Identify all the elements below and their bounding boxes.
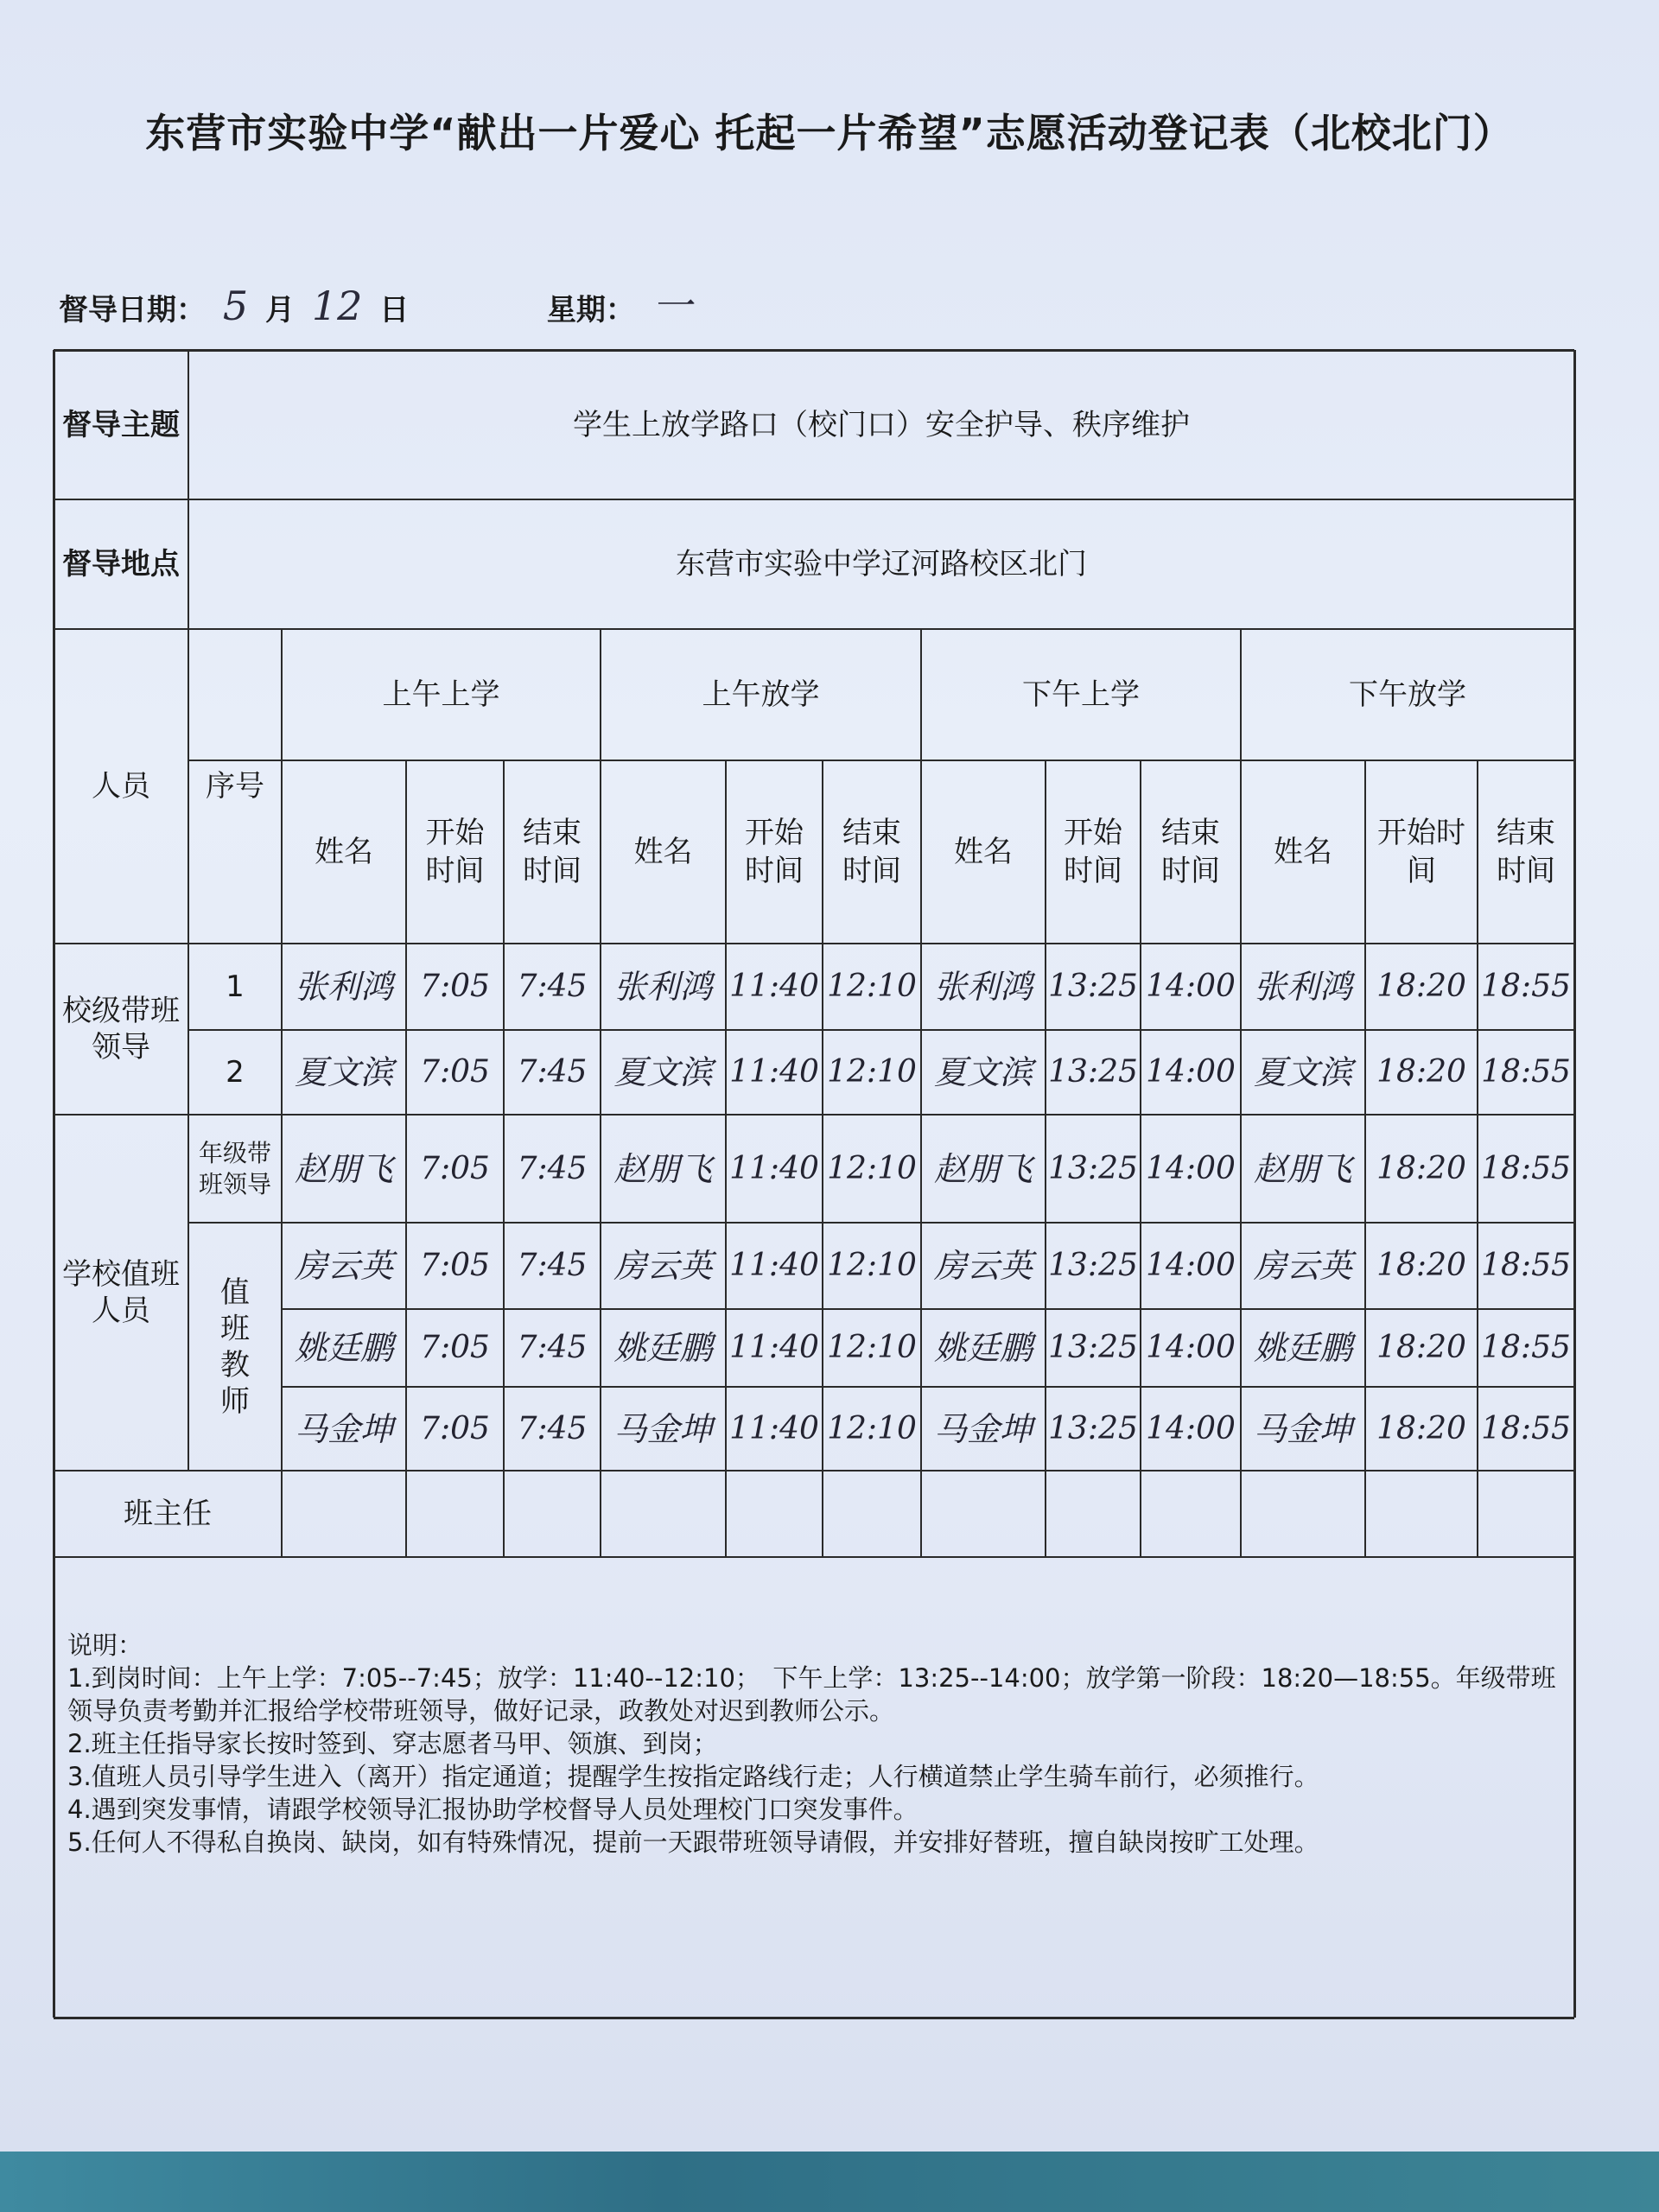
start-time-value: 11:40 (729, 969, 819, 1004)
start-time-value: 13:25 (1048, 969, 1138, 1004)
signature-name: 房云英 (1253, 1247, 1352, 1285)
header-person: 人员 (92, 769, 150, 804)
header-name: 姓名 (954, 835, 1013, 869)
header-start-time: 开始时间 (1064, 816, 1122, 888)
header-name: 姓名 (315, 835, 373, 869)
end-time-value: 7:45 (517, 969, 588, 1004)
header-start-time: 开始时间 (745, 816, 804, 888)
note-item: 1.到岗时间：上午上学：7:05--7:45；放学：11:40--12:10； 下午上学：13:25--14:00；放学第一阶段：18:20—18:55。年级带班领导负责考勤并汇报给学校带班领导，做好记录，政教处对迟到教师公示。 (67, 1663, 1556, 1726)
header-start-time: 开始时间 (1377, 816, 1465, 888)
header-end-time: 结束时间 (842, 816, 901, 888)
table-surface (0, 2152, 1659, 2212)
end-time-value: 14:00 (1146, 1150, 1236, 1186)
notes-section (67, 1629, 1562, 1859)
start-time-value: 18:20 (1376, 1410, 1466, 1446)
signature-name: 张利鸿 (294, 968, 393, 1006)
theme-value: 学生上放学路口（校门口）安全护导、秩序维护 (573, 407, 1190, 442)
theme-label: 督导主题 (62, 407, 180, 442)
header-period: 上午放学 (702, 677, 820, 712)
signature-name: 姚廷鹏 (613, 1329, 713, 1367)
note-item: 2.班主任指导家长按时签到、穿志愿者马甲、领旗、到岗； (67, 1729, 718, 1758)
header-start-time: 开始时间 (425, 816, 485, 888)
end-time-value: 12:10 (827, 1150, 917, 1186)
end-time-value: 12:10 (827, 969, 917, 1004)
weekday-value: 一 (652, 283, 692, 329)
end-time-value: 14:00 (1146, 1330, 1236, 1365)
signature-name: 夏文滨 (933, 1053, 1033, 1091)
signature-name: 张利鸿 (933, 968, 1033, 1006)
end-time-value: 18:55 (1481, 1150, 1571, 1186)
note-item: 5.任何人不得私自换岗、缺岗，如有特殊情况，提前一天跟带班领导请假，并安排好替班，擅自缺岗按旷工处理。 (67, 1827, 1319, 1857)
start-time-value: 7:05 (420, 969, 490, 1004)
header-period: 下午放学 (1349, 677, 1466, 712)
signature-name: 赵朋飞 (1253, 1149, 1352, 1188)
signature-name: 张利鸿 (1253, 968, 1352, 1006)
signature-name: 房云英 (933, 1247, 1033, 1285)
end-time-value: 12:10 (827, 1330, 917, 1365)
date-month: 5 (222, 283, 249, 329)
end-time-value: 7:45 (517, 1410, 588, 1446)
date-day: 12 (311, 283, 363, 329)
start-time-value: 11:40 (729, 1054, 819, 1090)
row-seq: 2 (226, 1055, 245, 1090)
signature-name: 姚廷鹏 (294, 1329, 393, 1367)
location-label: 督导地点 (62, 547, 180, 582)
signature-name: 房云英 (613, 1247, 713, 1285)
start-time-value: 7:05 (420, 1248, 490, 1283)
start-time-value: 18:20 (1376, 1248, 1466, 1283)
header-end-time: 结束时间 (1161, 816, 1220, 888)
signature-name: 姚廷鹏 (1253, 1329, 1352, 1367)
signature-name: 夏文滨 (294, 1053, 393, 1091)
end-time-value: 18:55 (1481, 1054, 1571, 1090)
header-end-time: 结束时间 (523, 816, 582, 888)
date-day-unit: 日 (379, 293, 410, 327)
signature-name: 张利鸿 (613, 968, 713, 1006)
start-time-value: 13:25 (1048, 1248, 1138, 1283)
header-seq: 序号 (206, 769, 264, 804)
date-month-unit: 月 (264, 293, 295, 327)
signature-name: 姚廷鹏 (933, 1329, 1033, 1367)
end-time-value: 18:55 (1481, 1330, 1571, 1365)
signature-name: 赵朋飞 (613, 1149, 713, 1188)
signature-name: 马金坤 (933, 1409, 1033, 1448)
header-period: 上午上学 (382, 677, 500, 712)
start-time-value: 13:25 (1048, 1410, 1138, 1446)
start-time-value: 11:40 (729, 1150, 819, 1186)
start-time-value: 18:20 (1376, 1150, 1466, 1186)
end-time-value: 14:00 (1146, 1054, 1236, 1090)
header-end-time: 结束时间 (1497, 816, 1555, 888)
end-time-value: 14:00 (1146, 969, 1236, 1004)
end-time-value: 18:55 (1481, 969, 1571, 1004)
row-seq: 1 (226, 969, 245, 1004)
start-time-value: 11:40 (729, 1410, 819, 1446)
group-class-teacher: 班主任 (124, 1497, 212, 1531)
start-time-value: 18:20 (1376, 1330, 1466, 1365)
end-time-value: 7:45 (517, 1248, 588, 1283)
header-name: 姓名 (633, 835, 693, 869)
group-grade-leader: 年级带班领导 (198, 1138, 271, 1198)
note-item: 4.遇到突发事情，请跟学校领导汇报协助学校督导人员处理校门口突发事件。 (67, 1795, 918, 1824)
end-time-value: 14:00 (1146, 1410, 1236, 1446)
table-rule (54, 2017, 1574, 2019)
end-time-value: 12:10 (827, 1410, 917, 1446)
header-period: 下午上学 (1022, 677, 1140, 712)
group-school-leaders: 校级带班领导 (62, 994, 180, 1065)
end-time-value: 7:45 (517, 1150, 588, 1186)
start-time-value: 7:05 (420, 1150, 490, 1186)
date-label: 督导日期： (59, 293, 206, 327)
end-time-value: 14:00 (1146, 1248, 1236, 1283)
form-title: 东营市实验中学“献出一片爱心 托起一片希望”志愿活动登记表（北校北门） (145, 110, 1514, 156)
signature-name: 马金坤 (613, 1409, 713, 1448)
end-time-value: 18:55 (1481, 1248, 1571, 1283)
signature-name: 夏文滨 (613, 1053, 713, 1091)
location-value: 东营市实验中学辽河路校区北门 (676, 547, 1087, 582)
end-time-value: 18:55 (1481, 1410, 1571, 1446)
start-time-value: 7:05 (420, 1410, 490, 1446)
group-duty-teacher: 值班教师 (220, 1274, 250, 1419)
group-duty-staff: 学校值班人员 (62, 1257, 180, 1328)
start-time-value: 18:20 (1376, 1054, 1466, 1090)
end-time-value: 12:10 (827, 1248, 917, 1283)
start-time-value: 13:25 (1048, 1150, 1138, 1186)
end-time-value: 7:45 (517, 1330, 588, 1365)
signature-name: 赵朋飞 (294, 1149, 393, 1188)
end-time-value: 12:10 (827, 1054, 917, 1090)
signature-name: 房云英 (294, 1247, 393, 1285)
start-time-value: 7:05 (420, 1054, 490, 1090)
end-time-value: 7:45 (517, 1054, 588, 1090)
start-time-value: 11:40 (729, 1248, 819, 1283)
signature-name: 马金坤 (1253, 1409, 1352, 1448)
signature-name: 夏文滨 (1253, 1053, 1352, 1091)
start-time-value: 11:40 (729, 1330, 819, 1365)
start-time-value: 18:20 (1376, 969, 1466, 1004)
weekday-label: 星期： (546, 293, 635, 327)
start-time-value: 13:25 (1048, 1330, 1138, 1365)
signature-name: 马金坤 (294, 1409, 393, 1448)
notes-heading: 说明： (67, 1630, 143, 1660)
start-time-value: 7:05 (420, 1330, 490, 1365)
note-item: 3.值班人员引导学生进入（离开）指定通道；提醒学生按指定路线行走；人行横道禁止学生骑车前行，必须推行。 (67, 1762, 1319, 1791)
signature-name: 赵朋飞 (933, 1149, 1033, 1188)
header-name: 姓名 (1274, 835, 1332, 869)
start-time-value: 13:25 (1048, 1054, 1138, 1090)
